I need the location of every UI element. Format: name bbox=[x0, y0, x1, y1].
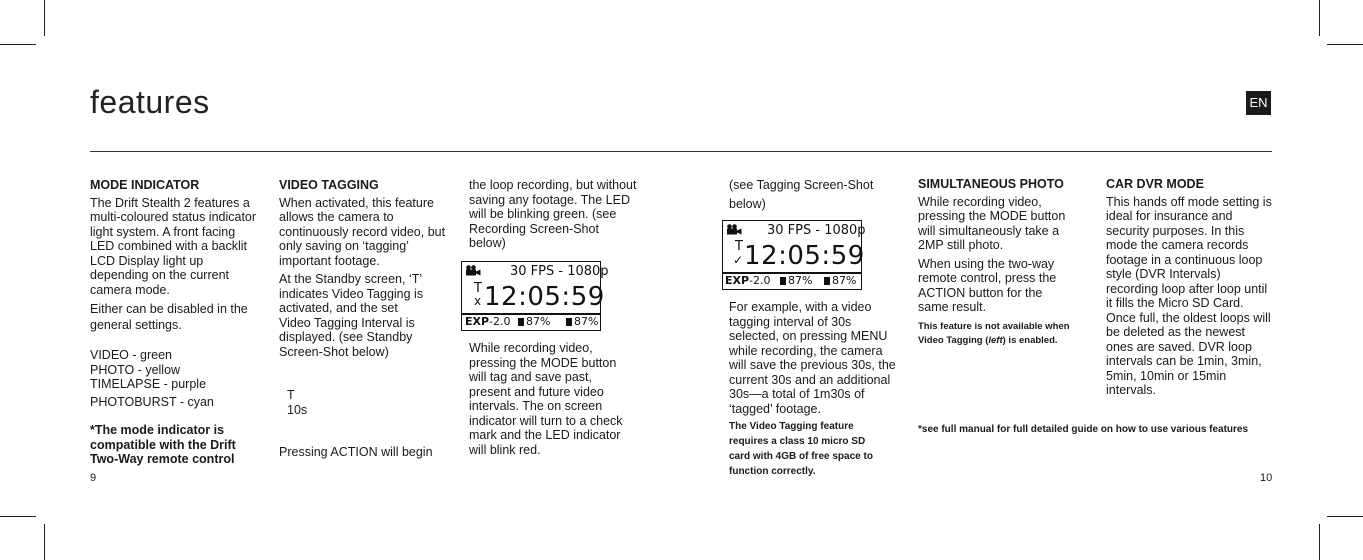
note: *The mode indicator is compatible with the Drift Two-Way remote control bbox=[90, 423, 236, 466]
exposure-value: -2.0 bbox=[489, 315, 511, 328]
crop-mark bbox=[1327, 44, 1363, 45]
fps-readout: 30 FPS - 1080p bbox=[510, 264, 609, 279]
car-dvr-section bbox=[1106, 177, 1272, 398]
header-divider bbox=[90, 151, 1272, 152]
paragraph: While recording video, pressing the MODE button will tag and save past, present and future video intervals. The on screen indicator will turn to a check mark and the LED indicator will blink red. bbox=[469, 341, 623, 457]
fps-readout: 30 FPS - 1080p bbox=[767, 223, 866, 238]
note: The Video Tagging feature requires a class 10 micro SD card with 4GB of free space to function correctly. bbox=[729, 421, 873, 477]
tagging-screen bbox=[722, 220, 866, 290]
clock-readout: 12:05:59 bbox=[744, 241, 865, 271]
crop-mark bbox=[1319, 524, 1320, 560]
remote-battery-readout bbox=[824, 274, 856, 287]
page-number-left: 9 bbox=[90, 472, 97, 484]
mode-indicator-section bbox=[90, 178, 260, 467]
paragraph: At the Standby screen, ‘T’ indicates Video Tagging is activated, and the set Video Tagging Interval is displayed. (see Standby Screen-Shot below) bbox=[279, 272, 424, 359]
tag-t-symbol: T bbox=[287, 388, 295, 402]
mode-list-item: PHOTOBURST - cyan bbox=[90, 394, 214, 409]
note-emphasis: left bbox=[988, 334, 1003, 346]
section-heading: MODE INDICATOR bbox=[90, 178, 200, 192]
crop-mark bbox=[1327, 516, 1363, 517]
video-tagging-section bbox=[279, 178, 447, 359]
section-heading: VIDEO TAGGING bbox=[279, 178, 379, 192]
battery-icon bbox=[566, 318, 572, 326]
battery-icon bbox=[780, 277, 786, 285]
crop-mark bbox=[44, 0, 45, 36]
language-badge: EN bbox=[1246, 91, 1271, 115]
battery-value: 87% bbox=[832, 274, 857, 287]
simultaneous-photo-section bbox=[918, 177, 1083, 348]
paragraph: This hands off mode setting is ideal for insurance and security purposes. In this mode the camera records footage in a continuous loop style (DVR Intervals) recording loop after loop until it fills the Micro SD Card. Once full, the oldest loops will be deleted as the newest ones are saved. DVR loop intervals can be 1min, 3min, 5min, 10min or 15min intervals. bbox=[1106, 194, 1272, 397]
section-heading: SIMULTANEOUS PHOTO bbox=[918, 177, 1064, 191]
crop-mark bbox=[44, 524, 45, 560]
page-number-right: 10 bbox=[1260, 472, 1273, 484]
paragraph: the loop recording, but without saving any footage. The LED will be blinking green. (see Recording Screen-Shot below) bbox=[469, 178, 637, 250]
exposure-readout bbox=[465, 315, 511, 328]
check-icon: ✓ bbox=[733, 253, 744, 267]
tag-status-symbol: x bbox=[474, 294, 482, 308]
crop-mark bbox=[1319, 0, 1320, 36]
battery-value: 87% bbox=[788, 274, 813, 287]
remote-battery-readout bbox=[566, 315, 598, 328]
mode-list-item: VIDEO - green bbox=[90, 348, 172, 362]
paragraph: (see Tagging Screen-Shot below) bbox=[729, 178, 874, 211]
note-text: This feature is not available when Video Tagging ( bbox=[918, 320, 1070, 346]
exposure-readout bbox=[725, 274, 771, 287]
battery-value: 87% bbox=[526, 315, 551, 328]
manual-note: *see full manual for full detailed guide on how to use various features bbox=[918, 424, 1249, 435]
exposure-label: EXP bbox=[725, 274, 750, 287]
page-title: features bbox=[90, 84, 210, 120]
video-camera-icon bbox=[465, 265, 481, 276]
tag-t-symbol: T bbox=[735, 239, 743, 254]
battery-readout bbox=[780, 274, 812, 287]
video-tagging-example bbox=[729, 300, 899, 479]
battery-icon bbox=[824, 277, 830, 285]
paragraph: Pressing ACTION will begin bbox=[279, 445, 433, 459]
video-camera-icon bbox=[726, 224, 742, 235]
note bbox=[918, 320, 1083, 348]
paragraph: While recording video, pressing the MODE button will simultaneously take a 2MP still photo. bbox=[918, 194, 1066, 252]
tag-t-symbol: T bbox=[474, 281, 482, 296]
paragraph: When activated, this feature allows the camera to continuously record video, but only saving on ‘tagging’ important footage. bbox=[279, 195, 446, 268]
crop-mark bbox=[0, 44, 36, 45]
clock-readout: 12:05:59 bbox=[484, 282, 605, 312]
battery-icon bbox=[518, 318, 524, 326]
battery-value: 87% bbox=[574, 315, 599, 328]
mode-list-item: TIMELAPSE - purple bbox=[90, 377, 207, 391]
tag-interval-value: 10s bbox=[287, 402, 308, 417]
section-heading: CAR DVR MODE bbox=[1106, 177, 1204, 191]
battery-readout bbox=[518, 315, 550, 328]
tagging-interval-indicator bbox=[287, 388, 307, 417]
paragraph: When using the two-way remote control, press the ACTION button for the same result. bbox=[918, 256, 1057, 314]
note-text: ) is enabled. bbox=[1002, 334, 1058, 346]
exposure-label: EXP bbox=[465, 315, 490, 328]
crop-mark bbox=[0, 516, 36, 517]
paragraph: For example, with a video tagging interval of 30s selected, on pressing MENU while recording, the camera will save the previous 30s, the current 30s and an additional 30s—a total of 1m30s of ‘tagged’ footage. bbox=[729, 300, 896, 416]
exposure-value: -2.0 bbox=[749, 274, 771, 287]
paragraph: Either can be disabled in the general settings. bbox=[90, 302, 248, 332]
mode-list-item: PHOTO - yellow bbox=[90, 362, 181, 377]
recording-screen bbox=[461, 261, 609, 331]
paragraph: The Drift Stealth 2 features a multi-coloured status indicator light system. A front facing LED combined with a backlit LCD Display light up depending on the current camera mode. bbox=[90, 195, 257, 297]
